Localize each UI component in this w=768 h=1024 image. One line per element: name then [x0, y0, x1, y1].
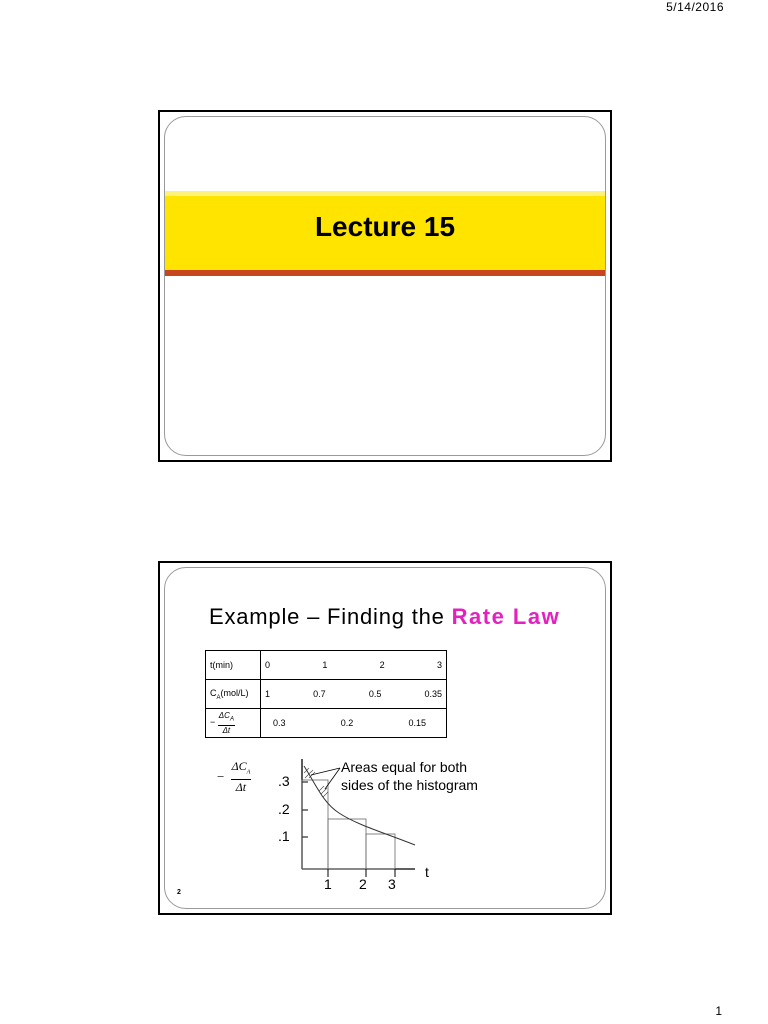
lecture-title: Lecture 15 [314, 211, 456, 242]
page-date: 5/14/2016 [666, 0, 724, 14]
row-values [261, 680, 447, 709]
x-tick-label: 1 [324, 876, 332, 892]
minus-sign: − [210, 717, 216, 728]
table-cell: 0.5 [368, 689, 382, 699]
table-row [206, 709, 447, 738]
table-cell: 0.35 [424, 689, 442, 699]
table-row [206, 680, 447, 709]
x-tick-label: 3 [388, 876, 396, 892]
table-cell: 2 [379, 660, 385, 670]
table-cell: 0.15 [408, 718, 426, 728]
slide-frame [164, 116, 606, 456]
page-number: 1 [715, 1004, 722, 1018]
table-cell: 0.3 [273, 718, 286, 728]
y-label-fraction [231, 759, 252, 794]
slide-number: 2 [177, 889, 181, 896]
x-axis-label: t [425, 864, 429, 880]
annotation-line: sides of the histogram [341, 777, 478, 793]
slide-rate-law-example [158, 561, 612, 915]
y-tick-label: .1 [278, 828, 290, 844]
row-values [261, 709, 447, 738]
fraction-denominator: Δt [222, 725, 231, 735]
fraction-denominator: Δt [235, 780, 247, 795]
heading-prefix: Example – Finding the [209, 604, 452, 629]
row-values [261, 651, 447, 680]
y-tick-label: .2 [278, 801, 290, 817]
x-tick-label: 2 [359, 876, 367, 892]
row-label-rate [206, 709, 261, 738]
label-unit: (mol/L) [220, 687, 249, 698]
minus-sign: − [217, 768, 225, 784]
slide-frame [164, 567, 606, 909]
title-band [165, 191, 605, 270]
label-main: C [210, 687, 217, 698]
graph-y-label [217, 759, 251, 794]
table-cell: 0.2 [340, 718, 354, 728]
title-band-highlight [165, 191, 605, 196]
table-cell: 0 [265, 660, 271, 670]
table-row [206, 651, 447, 680]
rate-fraction [218, 711, 235, 735]
title-underline [165, 270, 605, 276]
y-tick-label: .3 [278, 773, 290, 789]
fraction-numerator: $\Delta C_A$ [218, 711, 235, 726]
label-sub: A [216, 694, 221, 701]
histogram-bar [328, 819, 366, 869]
histogram-bar [366, 834, 395, 869]
fraction-numerator: $\Delta C_A$ [231, 759, 252, 780]
table-cell: 3 [436, 660, 442, 670]
table-cell: 0.7 [313, 689, 326, 699]
slide-lecture-title [158, 110, 612, 462]
histogram-annotation [341, 758, 478, 794]
histogram-bar [302, 780, 328, 869]
row-label-concentration [206, 680, 261, 709]
data-table [205, 650, 447, 738]
annotation-line: Areas equal for both [341, 759, 468, 775]
row-label-time: t(min) [206, 651, 261, 680]
table-cell: 1 [265, 689, 271, 699]
table-cell: 1 [322, 660, 328, 670]
slide-heading [209, 604, 560, 630]
heading-accent: Rate Law [451, 604, 561, 629]
